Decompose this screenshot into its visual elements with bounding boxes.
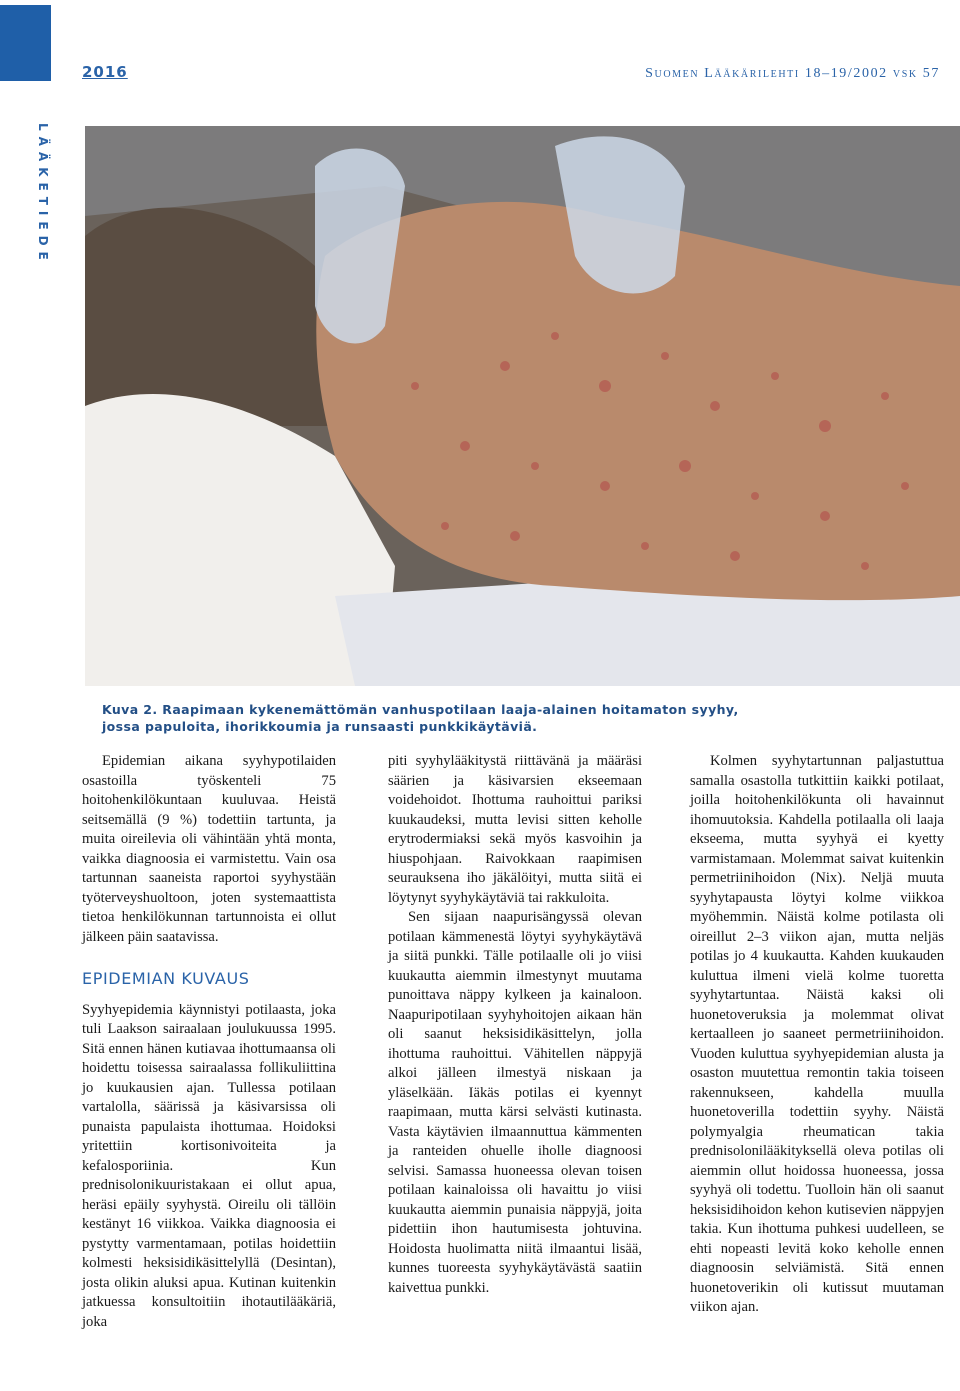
paragraph-col1-1: Epidemian aikana syyhypotilaiden osastoilla työskenteli 75 hoitohenkilökuntaan kuuluvaa. Heistä seitsemällä (9 %) todettiin tartunta, ja muita oireilevia oli vähintään yhtä monta, vaikka diagnoosia ei varmistettu. Vain osa tartunnan saaneista raportoi syyhystään työterveyshuoltoon, joten systemaattista tietoa henkilökunnan tartunnoista ei ollut jälkeen päin saatavissa. xyxy=(82,753,336,945)
article-column-3 xyxy=(690,752,944,1318)
article-column-2 xyxy=(388,752,642,1298)
section-color-tab xyxy=(0,5,51,81)
section-label: LÄÄKETIEDE xyxy=(36,123,50,266)
journal-header: Suomen Lääkärilehti 18–19/2002 vsk 57 xyxy=(645,66,940,81)
paragraph-col2-2: Sen sijaan naapurisängyssä olevan potilaan kämmenestä löytyi syyhykäytävä ja siitä punkki. Tälle potilaalle oli jo viisi kuukautta aiemmin ilmestynyt muutama punoittava näppy kylkeen ja kainaloon. Naapuripotilaan syyhyhoitojen aikaan hän oli saanut heksisidikäsittelyn, jolla ihottuma rauhoittui. Vähitellen näppyjä alkoi jälleen ilmestyä niskaan ja yläselkään. Iäkäs potilas ei kyennyt raapimaan, mutta kärsi selvästi kutinasta. Vasta käytävien ilmaannuttua kämmenten ja ranteiden ohuelle iholle diagnoosi selvisi. Samassa huoneessa olevan toisen potilaan kainaloissa oli havaittu jo viisi kuukautta aiemmin punaisia näppyjä, joita pidettiin ihon hautumisesta johtuvina. Hoidosta huolimatta niitä ilmaantui lisää, kunnes tuoreesta syyhykäytävästä saatiin kaivettua punkki. xyxy=(388,909,642,1296)
paragraph-col1-2: Syyhyepidemia käynnistyi potilaasta, joka tuli Laakson sairaalaan joulukuussa 1995. Sitä ennen hänen kutiavaa ihottumaansa oli hoidettu toisessa sairaalassa follikuliittina jo kuukausien ajan. Tullessa potilaan vartalolla, säärissä ja käsivarsissa oli punaista papulaista ihottumaa. Hoidoksi yritettiin kortisonivoiteita ja kefalosporiinia. Kun prednisolonikuuristakaan ei ollut apua, heräsi epäily syyhystä. Oireilu oli tällöin kestänyt 16 viikkoa. Vaikka diagnoosia ei pystytty varmentamaan, potilas hoidettiin kolmesti heksisidikäsittelyllä (Desintan), josta olikin aluksi apua. Kutinan kuitenkin jatkuessa konsultoitiin ihotautilääkäriä, joka xyxy=(82,1001,336,1330)
clinical-photo-illustration xyxy=(85,126,960,686)
paragraph-col2-1: piti syyhylääkitystä riittävänä ja määräsi säärien ja käsivarsien ekseemaan voidehoidot. Ihottuma rauhoittui pariksi kuukaudeksi, mutta levisi sitten keholle erytrodermiaksi sekä myös kasvoihin ja hiuspohjaan. Raivokkaan raapimisen seurauksena iho jäkälöityi, mutta siitä ei löytynyt syyhykäytäviä tai rakkuloita. xyxy=(388,753,642,906)
page-number: 2016 xyxy=(82,63,128,81)
caption-line-1: Kuva 2. Raapimaan kykenemättömän vanhuspotilaan laaja-alainen hoitamaton syyhy, xyxy=(102,702,739,717)
article-column-1 xyxy=(82,752,336,1332)
caption-line-2: jossa papuloita, ihorikkoumia ja runsaasti punkkikäytäviä. xyxy=(102,719,538,734)
figure-caption xyxy=(102,701,942,735)
figure-photo xyxy=(85,126,960,686)
paragraph-col3-1: Kolmen syyhytartunnan paljastuttua samalla osastolla tutkittiin kaikki potilaat, joilla hoitohenkilökunta oli havainnut ihomuutoksia. Kahdella potilaalla oli laaja ekseema, mutta syyhyä ei kyetty varmistamaan. Molemmat saivat kuitenkin permetriinihoidon (Nix). Neljä muuta syyhytapausta löytyi kolme viikkoa myöhemmin. Näistä kolme potilasta oli oireillut 2–3 viikon ajan, mutta neljäs potilas jo 4 kuukautta. Kahden kuukauden kuluttua ilmeni vielä kolme tuoretta syyhytartuntaa. Näistä kaksi oli huonetoveruksia ja molemmat olivat kertaalleen jo saaneet permetriinihoidon. Vuoden kuluttua syyhyepidemian alusta ja osaston muutettua remontin takia toiseen rakennukseen, kahdella muulla huonetoverilla todettiin syyhy. Näistä polymyalgia rheumatican takia prednisolonilääkityksellä oleva potilas oli aiemmin ollut hoidossa huoneessa, jossa syyhyä oli todettu. Tuolloin hän oli saanut heksisidihoidon kehon kutisevien näppyjen takia. Kun ihottuma puhkesi uudelleen, se ehti nopeasti levitä koko keholle ennen diagnoosin selviämistä. Sitä ennen huonetoverikin oli kutissut muutaman viikon ajan. xyxy=(690,753,944,1315)
section-heading: EPIDEMIAN KUVAUS xyxy=(82,969,250,988)
